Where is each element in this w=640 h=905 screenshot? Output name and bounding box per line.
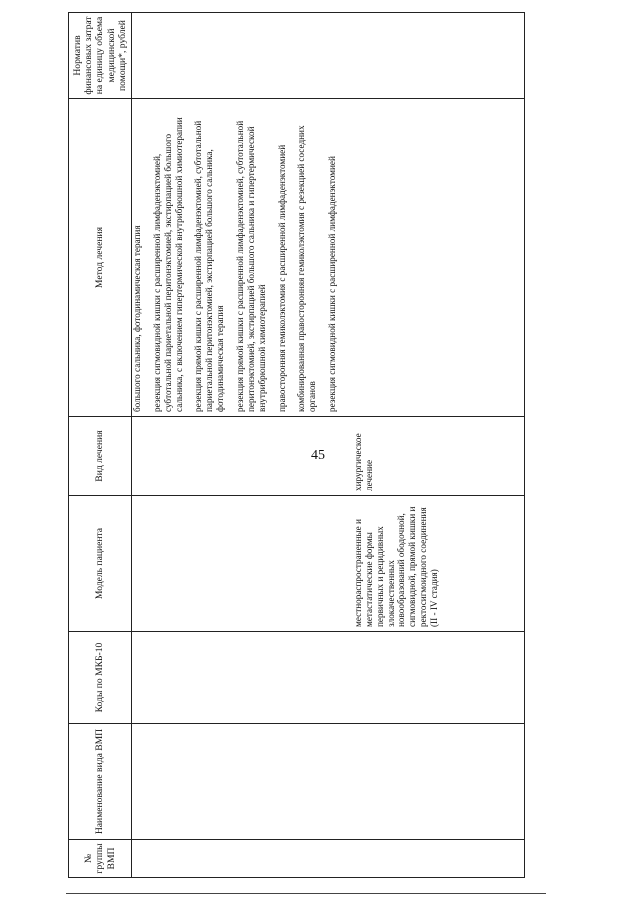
cell-cost-norm (132, 13, 525, 99)
cell-patient-model (132, 496, 525, 632)
vmp-table (68, 12, 525, 878)
header-vmp-name: Наименование вида ВМП (69, 724, 132, 840)
header-cost-norm: Норматив финансовых затрат на единицу объема медицинской помощи*, рублей (69, 13, 132, 99)
bottom-rule (66, 893, 546, 894)
method-item: резекция прямой кишки с расширенной лимфаденэктомией, субтотальной париетальной перитонэктомией, экстирпацией большого сальника, фотодинамическая терапия (193, 120, 226, 412)
method-item: большого сальника, фотодинамическая терапия (132, 225, 142, 412)
treatment-type-text: хирургическое лечение (353, 433, 374, 491)
cell-vmp-name (132, 724, 525, 840)
method-item: комбинированная правосторонняя гемиколэктомия с резекцией соседних органов (296, 125, 318, 412)
method-item: резекция сигмовидной кишки с расширенной лимфаденэктомией, субтотальной париетальной перитонэктомией, экстирпацией большого сальника, с включением гипертермической внутрибрюшной химиотерапии (151, 117, 184, 412)
method-item: резекция сигмовидной кишки с расширенной лимфаденэктомией (327, 156, 338, 412)
table-header-row (69, 13, 132, 878)
header-patient-model: Модель пациента (69, 496, 132, 632)
page-number: 45 (311, 448, 325, 463)
header-treatment-type: Вид лечения (69, 417, 132, 496)
cell-group-number (132, 840, 525, 878)
method-item: резекция прямой кишки с расширенной лимфаденэктомией, субтотальной перитонэктомией, экстирпацией большого сальника и гипертермической внутрибрюшной химиотерапией (235, 120, 267, 412)
rotated-table-sheet (68, 13, 522, 878)
cell-icd-codes (132, 632, 525, 724)
header-treatment-method: Метод лечения (69, 99, 132, 417)
header-icd-codes: Коды по МКБ-10 (69, 632, 132, 724)
header-group-number: № группы ВМП (69, 840, 132, 878)
patient-model-text: местнораспространенные и метастатические формы первичных и рецидивных злокачественных новообразований ободочной, сигмовидной, прямой кишки и ректосигмоидного соединения (II - IV стадия) (353, 506, 440, 627)
method-item: правосторонняя гемиколэктомия с расширенной лимфаденэктомией (276, 144, 287, 412)
cell-treatment-type (132, 417, 525, 496)
table-row (132, 13, 525, 878)
cell-treatment-method (132, 99, 525, 417)
